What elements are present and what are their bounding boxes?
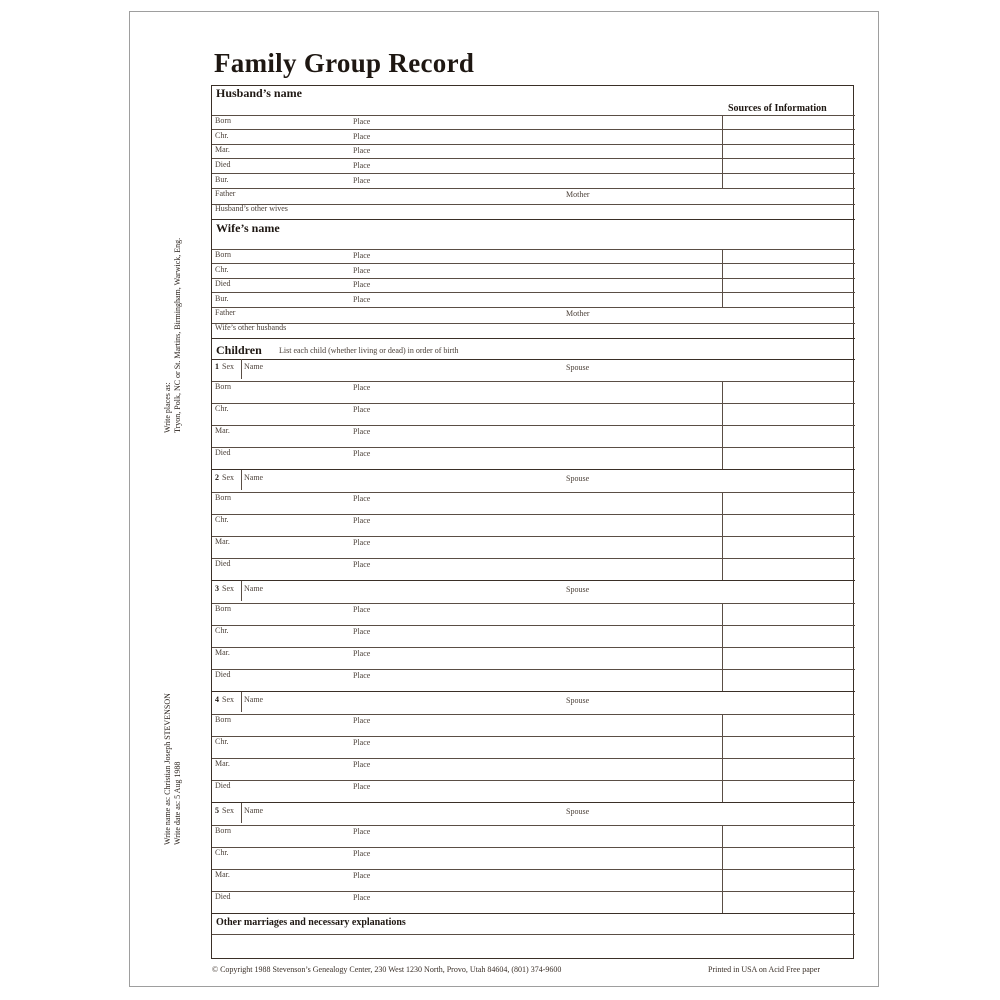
rule-line [212,359,855,360]
husband-place-label: Place [353,176,371,185]
child-5-died-date-field[interactable] [242,892,342,912]
child-4-spouse-field[interactable] [597,694,852,710]
child-4-mar-place-field[interactable] [387,759,717,779]
wife-other-husbands-field[interactable] [307,323,847,336]
child-1-born-place-field[interactable] [387,382,717,402]
wife-father-field[interactable] [247,308,557,321]
husband-died-date-field[interactable] [242,160,342,173]
husband-died-label: Died [215,160,231,169]
child-2-place-label: Place [353,494,371,503]
rule-line [212,469,855,470]
child-2-chr-label: Chr. [215,515,229,524]
child-4-born-place-field[interactable] [387,715,717,735]
child-4-died-place-field[interactable] [387,781,717,801]
wife-bur-date-field[interactable] [242,294,342,307]
child-3-spouse-field[interactable] [597,583,852,599]
husband-chr-label: Chr. [215,131,229,140]
child-2-spouse-field[interactable] [597,472,852,488]
wife-died-place-field[interactable] [387,279,717,292]
child-5-sex-field[interactable] [228,814,240,823]
child-4-chr-place-field[interactable] [387,737,717,757]
child-2-born-date-field[interactable] [242,493,342,513]
child-2-sex-label: Sex [222,473,234,482]
husband-born-label: Born [215,116,231,125]
sources-divider [722,115,723,189]
child-1-spouse-field[interactable] [597,361,852,377]
child-5-chr-label: Chr. [215,848,229,857]
child-5-born-date-field[interactable] [242,826,342,846]
husband-mar-label: Mar. [215,145,230,154]
child-1-place-label: Place [353,405,371,414]
husband-born-place-field[interactable] [387,116,717,129]
margin-note-places [163,238,183,433]
child-3-sex-field[interactable] [228,592,240,601]
child-1-sex-label: Sex [222,362,234,371]
child-1-died-label: Died [215,448,231,457]
husband-bur-place-field[interactable] [387,175,717,188]
husband-died-place-field[interactable] [387,160,717,173]
husband-chr-date-field[interactable] [242,131,342,144]
child-4-place-label: Place [353,716,371,725]
child-5-place-label: Place [353,849,371,858]
child-3-number: 3 [215,584,219,593]
child-3-spouse-label: Spouse [566,585,590,594]
child-3-place-label: Place [353,605,371,614]
rule-line [212,580,855,581]
rule-line [212,338,855,339]
child-1-sex-divider [241,359,242,379]
child-4-place-label: Place [353,738,371,747]
husband-bur-label: Bur. [215,175,229,184]
children-instruction: List each child (whether living or dead) in order of birth [279,346,459,355]
child-5-sex-divider [241,803,242,823]
child-1-name-field[interactable] [270,361,555,377]
husband-other-wives-field[interactable] [307,204,847,217]
child-3-mar-date-field[interactable] [242,648,342,668]
child-4-name-label: Name [244,695,264,704]
husband-father-label: Father [215,189,236,198]
wife-place-label: Place [353,251,371,260]
wife-died-label: Died [215,279,231,288]
child-3-died-date-field[interactable] [242,670,342,690]
wife-bur-place-field[interactable] [387,294,717,307]
husband-name-field[interactable] [312,86,712,100]
other-marriages-field[interactable] [214,930,852,958]
printed-notice: Printed in USA on Acid Free paper [708,965,820,974]
husband-mother-label: Mother [566,190,590,199]
wife-place-label: Place [353,280,371,289]
child-3-mar-place-field[interactable] [387,648,717,668]
children-heading: Children [216,343,262,357]
child-4-place-label: Place [353,782,371,791]
child-4-number: 4 [215,695,219,704]
child-3-chr-place-field[interactable] [387,626,717,646]
wife-name-heading: Wife’s name [216,221,280,235]
husband-name-heading: Husband’s name [216,86,302,100]
child-2-born-label: Born [215,493,231,502]
child-5-number: 5 [215,806,219,815]
child-3-born-date-field[interactable] [242,604,342,624]
child-2-number: 2 [215,473,219,482]
sources-divider [722,603,723,691]
child-2-mar-date-field[interactable] [242,537,342,557]
child-2-sex-field[interactable] [228,481,240,490]
child-5-name-label: Name [244,806,264,815]
child-2-died-place-field[interactable] [387,559,717,579]
child-1-mar-date-field[interactable] [242,426,342,446]
rule-line [212,292,855,293]
child-4-born-date-field[interactable] [242,715,342,735]
wife-place-label: Place [353,295,371,304]
child-5-place-label: Place [353,871,371,880]
sources-divider [722,492,723,580]
wife-chr-place-field[interactable] [387,265,717,278]
child-5-born-label: Born [215,826,231,835]
wife-name-field[interactable] [292,220,712,234]
child-1-born-label: Born [215,382,231,391]
child-5-place-label: Place [353,827,371,836]
child-3-born-place-field[interactable] [387,604,717,624]
child-4-sex-label: Sex [222,695,234,704]
child-2-died-date-field[interactable] [242,559,342,579]
sources-divider [722,249,723,308]
child-2-place-label: Place [353,516,371,525]
margin-note-places-line2: Tryon, Polk, NC or St. Martins, Birmingham, Warwick, Eng. [173,237,182,433]
husband-father-field[interactable] [247,189,557,202]
child-1-mar-label: Mar. [215,426,230,435]
child-4-mar-date-field[interactable] [242,759,342,779]
child-1-born-date-field[interactable] [242,382,342,402]
child-2-spouse-label: Spouse [566,474,590,483]
child-2-place-label: Place [353,538,371,547]
child-5-mar-place-field[interactable] [387,870,717,890]
form-title: Family Group Record [214,48,475,78]
wife-died-date-field[interactable] [242,279,342,292]
wife-father-label: Father [215,308,236,317]
child-3-name-label: Name [244,584,264,593]
margin-note-name-line: Write name as: Christian Joseph STEVENSON [163,693,172,845]
wife-born-place-field[interactable] [387,250,717,263]
wife-mother-label: Mother [566,309,590,318]
child-4-died-date-field[interactable] [242,781,342,801]
child-2-sex-divider [241,470,242,490]
child-2-born-place-field[interactable] [387,493,717,513]
child-2-chr-place-field[interactable] [387,515,717,535]
child-4-sex-field[interactable] [228,703,240,712]
sources-divider [722,381,723,469]
wife-mother-field[interactable] [602,308,852,321]
child-2-place-label: Place [353,560,371,569]
other-marriages-label: Other marriages and necessary explanations [216,917,406,928]
wife-other-husbands-label: Wife’s other husbands [215,323,287,332]
child-3-died-label: Died [215,670,231,679]
child-3-born-label: Born [215,604,231,613]
child-3-mar-label: Mar. [215,648,230,657]
child-2-mar-place-field[interactable] [387,537,717,557]
wife-bur-label: Bur. [215,294,229,303]
husband-mar-date-field[interactable] [242,145,342,158]
child-2-name-label: Name [244,473,264,482]
child-3-place-label: Place [353,627,371,636]
child-2-name-field[interactable] [270,472,555,488]
rule-line [212,913,855,914]
rule-line [212,691,855,692]
rule-line [212,263,855,264]
child-5-place-label: Place [353,893,371,902]
child-2-died-label: Died [215,559,231,568]
child-4-spouse-label: Spouse [566,696,590,705]
child-5-spouse-label: Spouse [566,807,590,816]
rule-line [212,158,855,159]
child-1-died-place-field[interactable] [387,448,717,468]
child-3-place-label: Place [353,649,371,658]
sources-heading: Sources of Information [728,103,827,114]
margin-note-date-line: Write date as: 5 Aug 1988 [173,761,182,845]
rule-line [212,173,855,174]
child-3-sex-label: Sex [222,584,234,593]
wife-born-label: Born [215,250,231,259]
child-5-mar-date-field[interactable] [242,870,342,890]
husband-other-wives-label: Husband’s other wives [215,204,288,213]
family-group-form [211,85,854,959]
child-3-name-field[interactable] [270,583,555,599]
child-4-chr-label: Chr. [215,737,229,746]
child-1-chr-label: Chr. [215,404,229,413]
husband-place-label: Place [353,117,371,126]
wife-chr-label: Chr. [215,265,229,274]
child-5-died-label: Died [215,892,231,901]
child-5-mar-label: Mar. [215,870,230,879]
child-5-chr-date-field[interactable] [242,848,342,868]
child-2-chr-date-field[interactable] [242,515,342,535]
child-1-name-label: Name [244,362,264,371]
child-3-sex-divider [241,581,242,601]
child-3-chr-label: Chr. [215,626,229,635]
husband-born-date-field[interactable] [242,116,342,129]
wife-chr-date-field[interactable] [242,265,342,278]
margin-note-places-line1: Write places as: [163,382,172,433]
husband-place-label: Place [353,161,371,170]
child-1-number: 1 [215,362,219,371]
child-2-mar-label: Mar. [215,537,230,546]
husband-bur-date-field[interactable] [242,175,342,188]
rule-line [212,129,855,130]
child-5-name-field[interactable] [270,805,555,821]
husband-mother-field[interactable] [602,189,852,202]
husband-mar-place-field[interactable] [387,145,717,158]
child-4-place-label: Place [353,760,371,769]
child-4-sex-divider [241,692,242,712]
margin-note-name-date [163,693,183,845]
wife-place-label: Place [353,266,371,275]
child-4-chr-date-field[interactable] [242,737,342,757]
sources-divider [722,825,723,913]
wife-born-date-field[interactable] [242,250,342,263]
child-1-mar-place-field[interactable] [387,426,717,446]
child-1-place-label: Place [353,383,371,392]
sources-divider [722,714,723,802]
child-3-place-label: Place [353,671,371,680]
child-4-died-label: Died [215,781,231,790]
child-5-born-place-field[interactable] [387,826,717,846]
child-4-born-label: Born [215,715,231,724]
child-3-died-place-field[interactable] [387,670,717,690]
rule-line [212,802,855,803]
child-1-place-label: Place [353,427,371,436]
child-5-sex-label: Sex [222,806,234,815]
copyright-notice: © Copyright 1988 Stevenson’s Genealogy Center, 230 West 1230 North, Provo, Utah 84604, (801) 374-9600 [212,965,562,974]
child-1-died-date-field[interactable] [242,448,342,468]
child-1-chr-date-field[interactable] [242,404,342,424]
child-1-spouse-label: Spouse [566,363,590,372]
husband-chr-place-field[interactable] [387,131,717,144]
child-1-place-label: Place [353,449,371,458]
child-5-died-place-field[interactable] [387,892,717,912]
child-1-sex-field[interactable] [228,370,240,379]
child-4-mar-label: Mar. [215,759,230,768]
husband-place-label: Place [353,146,371,155]
child-4-name-field[interactable] [270,694,555,710]
child-3-chr-date-field[interactable] [242,626,342,646]
child-5-spouse-field[interactable] [597,805,852,821]
husband-place-label: Place [353,132,371,141]
child-5-chr-place-field[interactable] [387,848,717,868]
child-1-chr-place-field[interactable] [387,404,717,424]
